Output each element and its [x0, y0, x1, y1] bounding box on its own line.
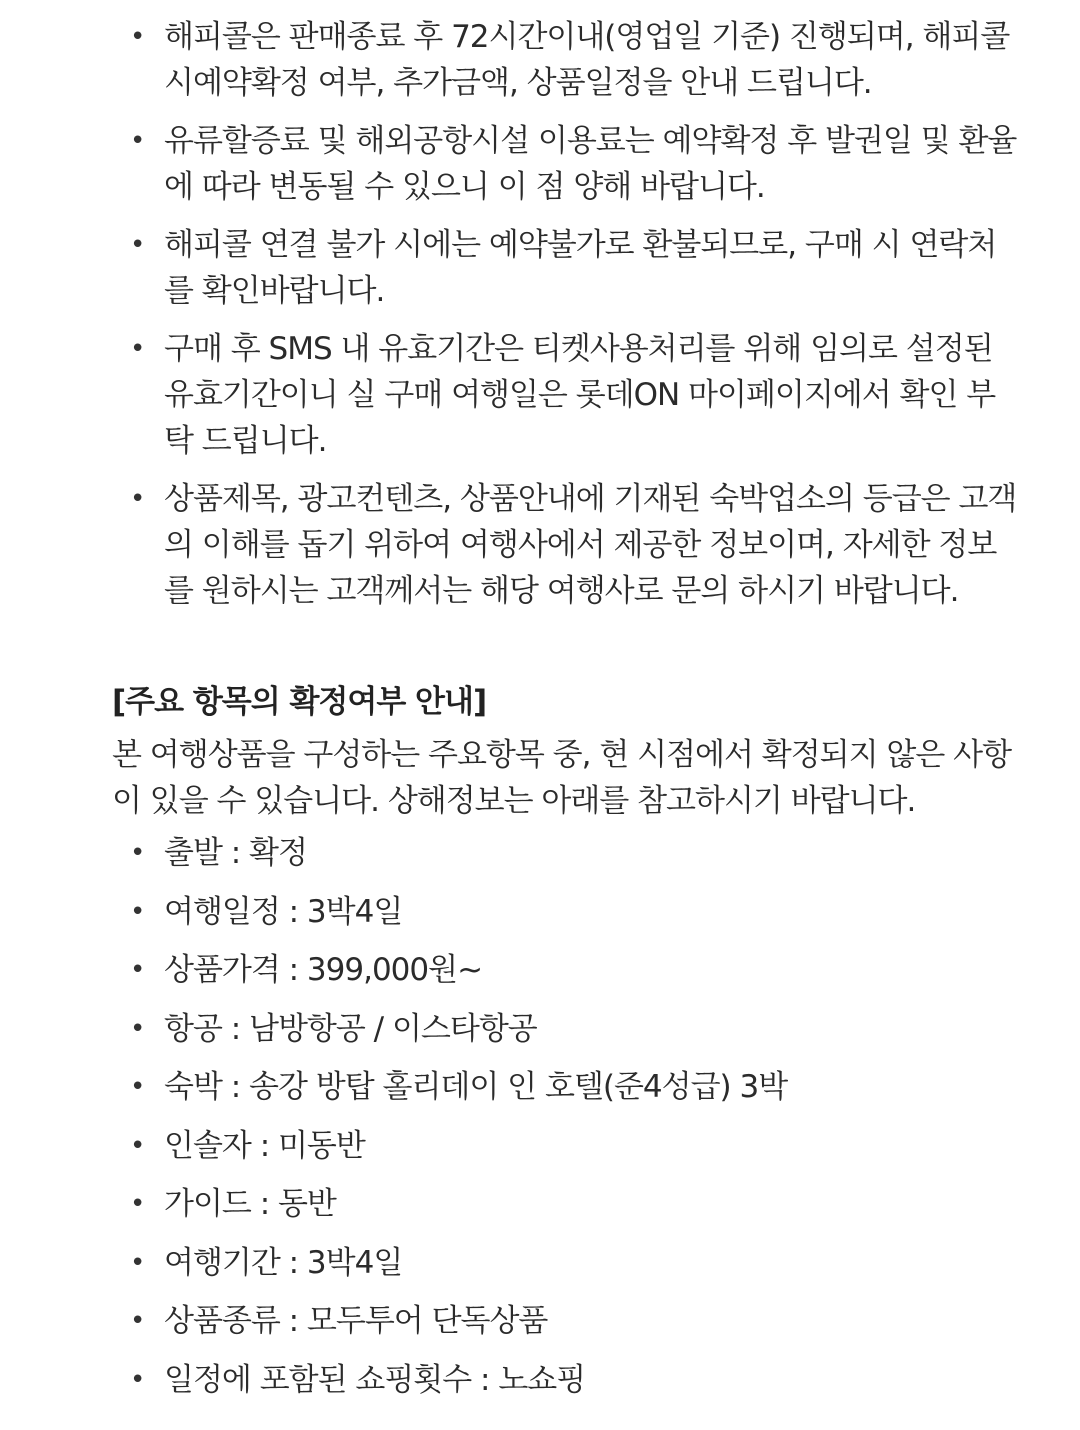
bullet-icon: • [130, 126, 145, 156]
info-item-product-type [112, 1298, 1020, 1344]
notice-list [112, 14, 1020, 614]
bullet-icon: • [130, 896, 145, 927]
bullet-icon: • [130, 955, 145, 985]
info-item-shopping [112, 1357, 1020, 1403]
notice-text: 해피콜은 판매종료 후 72시간이내(영업일 기준) 진행되며, 해피콜 시예약확정 여부, 추가금액, 상품일정을 안내 드립니다. [164, 19, 1010, 101]
notice-item [112, 14, 1020, 106]
info-text: 가이드 : 동반 [164, 1186, 336, 1222]
bullet-icon: • [130, 1247, 145, 1278]
bullet-icon: • [130, 230, 145, 260]
info-text: 여행기간 : 3박4일 [164, 1244, 403, 1281]
section-title: [주요 항목의 확정여부 안내] [112, 684, 487, 720]
info-text: 항공 : 남방항공 / 이스타항공 [164, 1010, 537, 1047]
info-item-duration [112, 1240, 1020, 1286]
bullet-icon: • [130, 22, 145, 52]
bullet-icon: • [130, 838, 145, 868]
notice-item [112, 326, 1020, 464]
bullet-icon: • [130, 334, 145, 364]
bullet-icon: • [130, 1013, 145, 1044]
bullet-icon: • [130, 1189, 145, 1219]
bullet-icon: • [130, 1130, 145, 1161]
notice-text: 해피콜 연결 불가 시에는 예약불가로 환불되므로, 구매 시 연락처를 확인바랍니다. [164, 227, 997, 309]
info-item-tour-leader [112, 1123, 1020, 1169]
bullet-icon: • [130, 1072, 145, 1102]
bullet-icon: • [130, 484, 145, 514]
info-text: 출발 : 확정 [164, 835, 307, 871]
info-text: 일정에 포함된 쇼핑횟수 : 노쇼핑 [164, 1361, 586, 1398]
info-item-airline [112, 1006, 1020, 1052]
bullet-icon: • [130, 1364, 145, 1395]
info-text: 상품가격 : 399,000원~ [164, 952, 483, 988]
info-text: 여행일정 : 3박4일 [164, 893, 403, 930]
info-text: 숙박 : 송강 방탑 홀리데이 인 호텔(준4성급) 3박 [164, 1069, 788, 1105]
notice-text: 유류할증료 및 해외공항시설 이용료는 예약확정 후 발권일 및 환율에 따라 변동될 수 있으니 이 점 양해 바랍니다. [164, 123, 1017, 205]
info-item-hotel [112, 1064, 1020, 1110]
notice-item [112, 222, 1020, 314]
notice-text: 구매 후 SMS 내 유효기간은 티켓사용처리를 위해 임의로 설정된 유효기간이니 실 구매 여행일은 롯데ON 마이페이지에서 확인 부탁 드립니다. [164, 331, 996, 459]
info-item-schedule [112, 889, 1020, 935]
info-text: 인솔자 : 미동반 [164, 1127, 365, 1164]
notice-item [112, 476, 1020, 614]
section-intro: 본 여행상품을 구성하는 주요항목 중, 현 시점에서 확정되지 않은 사항이 있을 수 있습니다. 상해정보는 아래를 참고하시기 바랍니다. [112, 737, 1012, 819]
info-item-guide [112, 1181, 1020, 1227]
info-item-departure [112, 830, 1020, 876]
info-item-price [112, 947, 1020, 993]
info-text: 상품종류 : 모두투어 단독상품 [164, 1303, 548, 1339]
notice-item [112, 118, 1020, 210]
bullet-icon: • [130, 1306, 145, 1336]
info-list [112, 830, 1020, 1403]
notice-text: 상품제목, 광고컨텐츠, 상품안내에 기재된 숙박업소의 등급은 고객의 이해를 돕기 위하여 여행사에서 제공한 정보이며, 자세한 정보를 원하시는 고객께서는 해당 여행사로 문의 하시기 바랍니다. [164, 481, 1017, 609]
